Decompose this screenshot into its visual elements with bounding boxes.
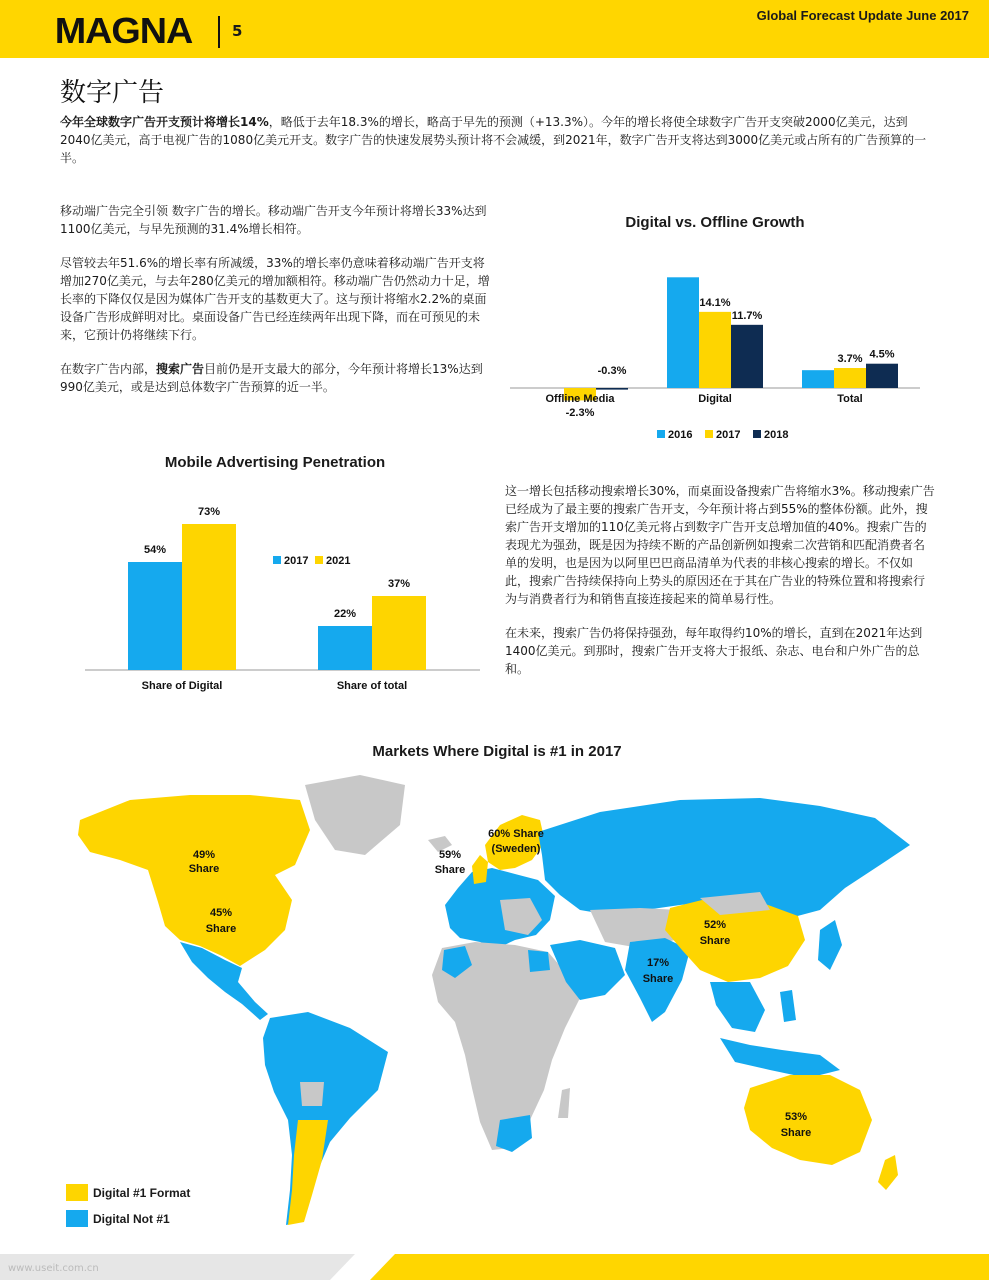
intro-lead: 今年全球数字广告开支预计将增长14% bbox=[60, 115, 269, 129]
right-column bbox=[505, 482, 935, 694]
bar-digital-2016 bbox=[667, 277, 699, 388]
category-label: Share of total bbox=[336, 680, 408, 692]
bar-share-of-total-2021 bbox=[372, 596, 426, 670]
legend-swatch-2016 bbox=[657, 430, 665, 438]
text-span: 在数字广告内部， bbox=[60, 362, 157, 376]
australia bbox=[744, 1075, 872, 1165]
page-number: 5 bbox=[232, 22, 243, 40]
greenland bbox=[305, 775, 405, 855]
egypt bbox=[528, 950, 550, 972]
map-title: Markets Where Digital is #1 in 2017 bbox=[372, 743, 622, 760]
label-india-pct: 17% bbox=[646, 957, 670, 969]
chart-mobile bbox=[85, 495, 485, 700]
data-label: 37% bbox=[387, 578, 411, 590]
bar-share-of-digital-2021 bbox=[182, 524, 236, 670]
legend-swatch-2021 bbox=[315, 556, 323, 564]
bar-digital-2018 bbox=[731, 325, 763, 388]
bar-total-2016 bbox=[802, 370, 834, 388]
legend-label-2021: 2021 bbox=[326, 555, 351, 567]
bar-share-of-digital-2017 bbox=[128, 562, 182, 670]
bar-digital-2017 bbox=[699, 312, 731, 388]
category-label: Digital bbox=[698, 393, 732, 405]
legend-swatch-yellow bbox=[66, 1184, 88, 1201]
left-column bbox=[60, 202, 490, 412]
category-label: Share of Digital bbox=[141, 680, 223, 692]
watermark: www.useit.com.cn bbox=[8, 1263, 99, 1274]
chart-mobile-title: Mobile Advertising Penetration bbox=[164, 454, 386, 471]
data-label: 3.7% bbox=[837, 353, 863, 366]
category-label: Offline Media bbox=[545, 393, 615, 405]
legend-label-2017: 2017 bbox=[716, 429, 741, 441]
bolivia-grey bbox=[300, 1082, 324, 1106]
legend-label-yellow: Digital #1 Format bbox=[93, 1186, 191, 1200]
europe bbox=[445, 868, 555, 948]
north-america bbox=[78, 795, 310, 966]
text-span: 目前仍是开支最大的部分，今年预计将增长13%达到990亿美元，或是达到总体数字广告预算的近一半。 bbox=[60, 362, 483, 394]
bar-share-of-total-2017 bbox=[318, 626, 372, 670]
data-label: 22% bbox=[333, 608, 357, 620]
paragraph-growth: 尽管较去年51.6%的增长率有所减缓，33%的增长率仍意味着移动端广告开支将增加270亿美元，与去年280亿美元的增加额相符。移动端广告仍然动力十足，增长率的下降仅仅是因为媒体广告开支的基数更大了。这与预计将缩水2.2%的桌面设备广告形成鲜明对比。桌面设备广告已经连续两年出现下降，而在可预见的未来，它预计仍将继续下行。 bbox=[60, 256, 490, 342]
label-usa-text: Share bbox=[205, 923, 237, 935]
category-label: Total bbox=[837, 393, 863, 405]
data-label: 11.7% bbox=[731, 309, 763, 322]
label-uk-text: Share bbox=[434, 864, 466, 876]
paragraph-search-detail: 这一增长包括移动搜索增长30%，而桌面设备搜索广告将缩水3%。移动搜索广告已经成为了最主要的搜索广告开支，今年预计将占到55%的整体份额。此外，搜索广告开支增加的110亿美元将占到数字广告开支总增加值的40%。搜索广告的表现尤为强劲，既是因为持续不断的产品创新例如搜索二次营销和匹配消费者名单的发明，也是因为以阿里巴巴商品清单为代表的非核心搜索的增长。不仅如此，搜索广告持续保持向上势头的原因还在于其在广告业的特殊位置和将搜索行为与消费者行为和销售直接连接起来的简单易行性。 bbox=[505, 484, 935, 606]
bold-span: 搜索广告 bbox=[156, 362, 205, 376]
legend-label-blue: Digital Not #1 bbox=[93, 1212, 170, 1226]
section-heading: 数字广告 bbox=[60, 78, 165, 108]
header-divider bbox=[218, 16, 220, 48]
footer-stripe bbox=[0, 1254, 989, 1280]
legend-swatch-2018 bbox=[753, 430, 761, 438]
data-label: 54% bbox=[143, 544, 167, 556]
bar-total-2018 bbox=[866, 364, 898, 388]
legend-swatch-2017 bbox=[705, 430, 713, 438]
label-canada-pct: 49% bbox=[192, 849, 216, 861]
label-usa-pct: 45% bbox=[209, 907, 233, 919]
new-zealand bbox=[878, 1155, 898, 1190]
data-label: -2.3% bbox=[565, 407, 595, 419]
label-china-text: Share bbox=[699, 935, 731, 947]
uk bbox=[472, 855, 488, 884]
label-sweden-pct: 60% Share bbox=[488, 828, 544, 840]
label-uk-pct: 59% bbox=[438, 849, 462, 861]
chart-growth bbox=[505, 240, 925, 450]
label-china-pct: 52% bbox=[703, 919, 727, 931]
label-sweden-text: (Sweden) bbox=[491, 843, 541, 855]
legend-label-2016: 2016 bbox=[668, 429, 693, 441]
intro-paragraph bbox=[60, 113, 934, 167]
magna-logo: MAGNA bbox=[54, 10, 193, 51]
southeast-asia bbox=[710, 982, 765, 1032]
intro-rest: ，略低于去年18.3%的增长，略高于早先的预测（+13.3%）。今年的增长将使全球数字广告开支突破2000亿美元，达到2040亿美元，高于电视广告的1080亿美元开支。数字广告的快速发展势头预计将不会减缓，到2021年，数字广告开支将达到3000亿美元或占所有的广告预算的一半。 bbox=[60, 115, 927, 165]
bar-total-2017 bbox=[834, 368, 866, 388]
japan bbox=[818, 920, 842, 970]
south-america bbox=[263, 1012, 388, 1225]
madagascar bbox=[558, 1088, 570, 1118]
indonesia bbox=[720, 1038, 840, 1078]
philippines bbox=[780, 990, 796, 1022]
data-label: 14.1% bbox=[699, 296, 731, 309]
report-title: Global Forecast Update June 2017 bbox=[756, 8, 969, 23]
paragraph-search-future: 在未来，搜索广告仍将保持强劲，每年取得约10%的增长，直到在2021年达到1400亿美元。到那时，搜索广告开支将大于报纸、杂志、电台和户外广告的总和。 bbox=[505, 626, 923, 676]
label-australia-text: Share bbox=[780, 1127, 812, 1139]
label-india-text: Share bbox=[642, 973, 674, 985]
world-map bbox=[60, 770, 940, 1240]
legend-swatch-2017 bbox=[273, 556, 281, 564]
label-australia-pct: 53% bbox=[784, 1111, 808, 1123]
data-label: 4.5% bbox=[869, 348, 895, 361]
bar-offline-media-2018 bbox=[596, 388, 628, 390]
paragraph-mobile: 移动端广告完全引领 数字广告的增长。移动端广告开支今年预计将增长33%达到1100亿美元，与早先预测的31.4%增长相符。 bbox=[60, 204, 487, 236]
data-label: 73% bbox=[197, 506, 221, 518]
paragraph-search bbox=[60, 360, 490, 396]
label-canada-text: Share bbox=[188, 863, 220, 875]
legend-label-2017: 2017 bbox=[284, 555, 309, 567]
legend-label-2018: 2018 bbox=[764, 429, 789, 441]
data-label: -0.3% bbox=[597, 365, 627, 377]
chart-growth-title: Digital vs. Offline Growth bbox=[625, 214, 805, 231]
legend-swatch-blue bbox=[66, 1210, 88, 1227]
south-africa bbox=[496, 1115, 532, 1152]
